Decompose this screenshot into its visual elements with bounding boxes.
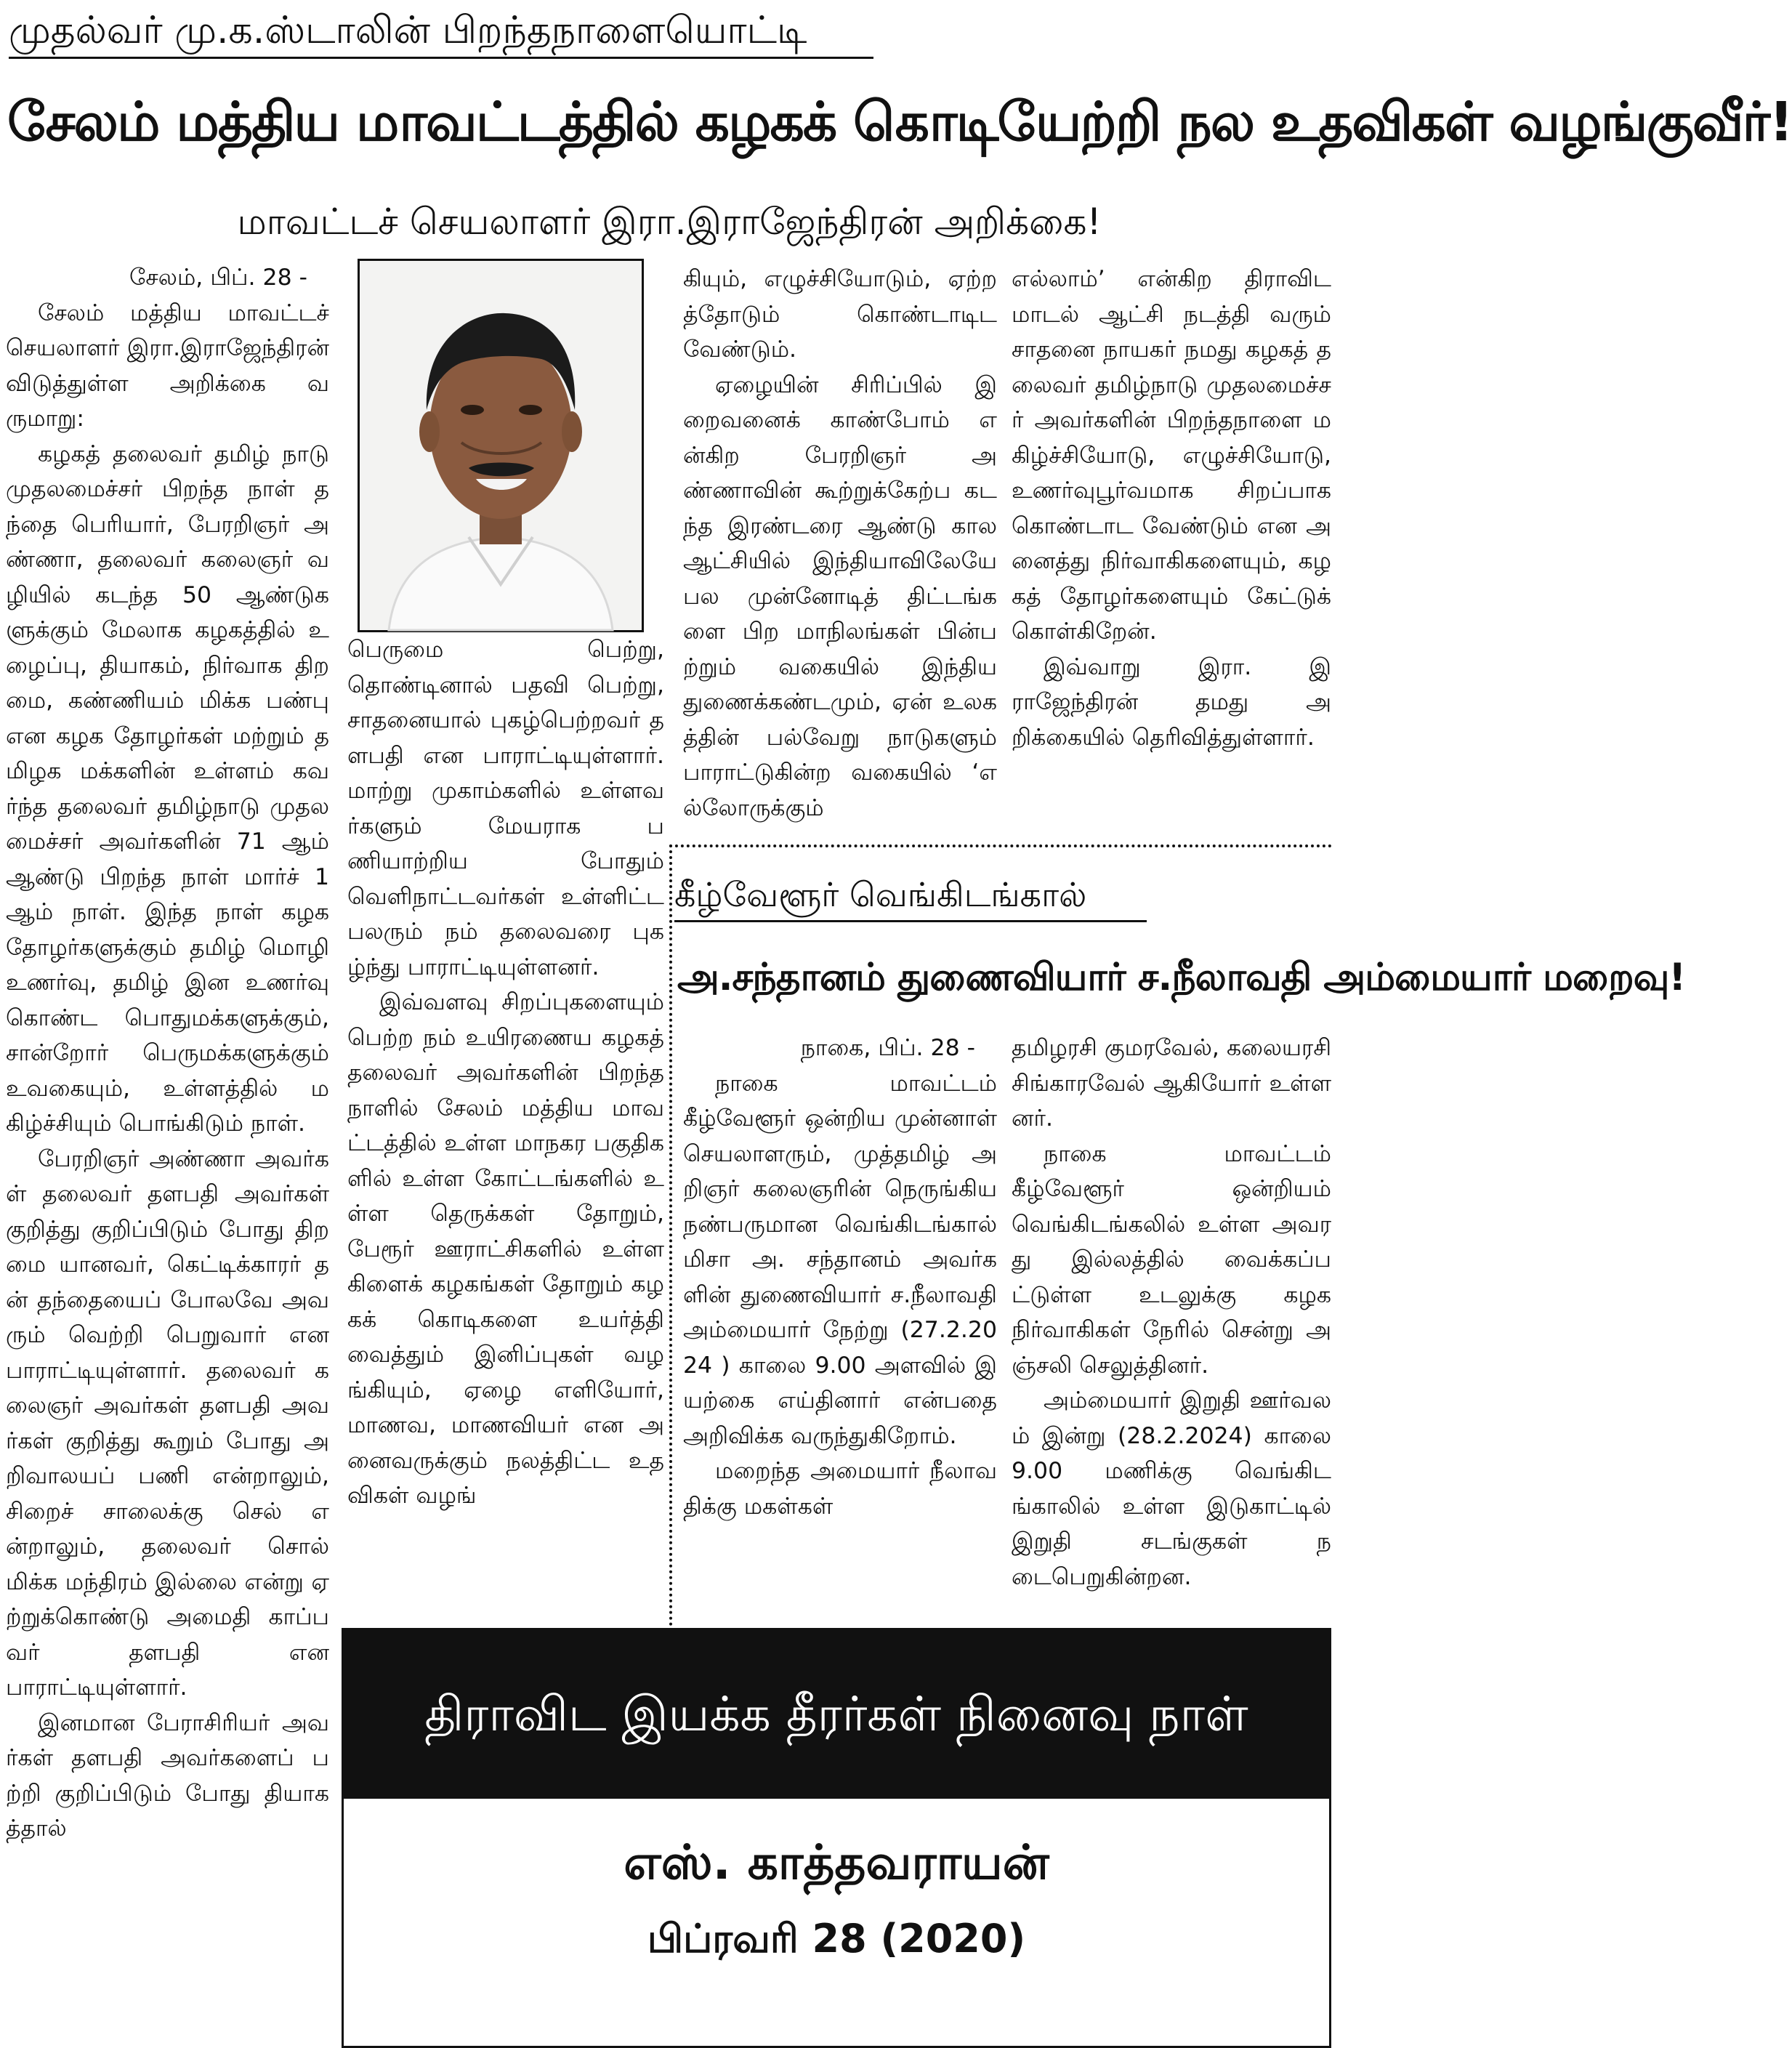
article2-column-2	[1012, 1031, 1331, 1626]
article2-kicker: கீழ்வேளூர் வெங்கிடங்கால்	[674, 869, 1147, 922]
paragraph: பேரறிஞர் அண்ணா அவர்கள் தலைவர் தளபதி அவர்கள் குறித்து குறிப்பிடும் போது திறமை யானவர், கெட்டிக்காரர் தன் தந்தையைப் போலவே அவரும் வெற்றி பெறுவார் என பாராட்டியுள்ளார். தலைவர் கலைஞர் அவர்கள் தளபதி அவர்கள் குறித்து கூறும் போது அறிவாலயப் பணி என்றாலும், சிறைச் சாலைக்கு செல் என்றாலும், தலைவர் சொல் மிக்க மந்திரம் இல்லை என்று ஏற்றுக்கொண்டு அமைதி காப்பவர் தளபதி என பாராட்டியுள்ளார்.	[6, 1145, 329, 1701]
main-headline: சேலம் மத்திய மாவட்டத்தில் கழகக் கொடியேற்றி நல உதவிகள் வழங்குவீர்!	[7, 91, 1792, 153]
memorial-date: பிப்ரவரி 28 (2020)	[647, 1916, 1026, 1962]
article2-border-top	[669, 844, 1332, 847]
article1-dateline: சேலம், பிப். 28 -	[129, 265, 307, 291]
article1-column-1	[6, 260, 329, 2048]
paragraph: இவ்வளவு சிறப்புகளையும் பெற்ற நம் உயிரணைய கழகத் தலைவர் அவர்களின் பிறந்த நாளில் சேலம் மத்திய மாவட்டத்தில் உள்ள மாநகர பகுதிகளில் உள்ள கோட்டங்களில் உள்ள தெருக்கள் தோறும், பேரூர் ஊராட்சிகளில் உள்ள கிளைக் கழகங்கள் தோறும் கழகக் கொடிகளை உயர்த்தி வைத்தும் இனிப்புகள் வழங்கியும், ஏழை எளியோர், மாணவ, மாணவியர் என அனைவருக்கும் நலத்திட்ட உதவிகள் வழங்	[347, 989, 664, 1509]
paragraph: நாகை மாவட்டம் கீழ்வேளூர் ஒன்றியம் வெங்கிடங்கலில் உள்ள அவரது இல்லத்தில் வைக்கப்பட்டுள்ள உடலுக்கு கழக நிர்வாகிகள் நேரில் சென்று அஞ்சலி செலுத்தினர்.	[1012, 1140, 1331, 1379]
paragraph: சேலம் மத்திய மாவட்டச் செயலாளர் இரா.இராஜேந்திரன் விடுத்துள்ள அறிக்கை வருமாறு:	[6, 299, 329, 432]
paragraph: மறைந்த அமையார் நீலாவதிக்கு மகள்கள்	[683, 1458, 997, 1520]
paragraph: ஏழையின் சிரிப்பில் இறைவனைக் காண்போம் என்கிற பேரறிஞர் அண்ணாவின் கூற்றுக்கேற்ப கடந்த இரண்டரை ஆண்டு கால ஆட்சியில் இந்தியாவிலேயே பல முன்னோடித் திட்டங்களை பிற மாநிலங்கள் பின்பற்றும் வகையில் இந்திய துணைக்கண்டமும், ஏன் உலகத்தின் பல்வேறு நாடுகளும் பாராட்டுகின்ற வகையில் ‘எல்லோருக்கும்	[683, 371, 997, 821]
article-kicker: முதல்வர் மு.க.ஸ்டாலின் பிறந்தநாளையொட்டி	[9, 4, 873, 59]
paragraph: இனமான பேராசிரியர் அவர்கள் தளபதி அவர்களைப் பற்றி குறிப்பிடும் போது தியாகத்தால்	[6, 1709, 329, 1842]
paragraph: எல்லாம்’ என்கிற திராவிட மாடல் ஆட்சி நடத்தி வரும் சாதனை நாயகர் நமது கழகத் தலைவர் தமிழ்நாடு முதலமைச்சர் அவர்களின் பிறந்தநாளை மகிழ்ச்சியோடு, எழுச்சியோடு, உணர்வுபூர்வமாக சிறப்பாக கொண்டாட வேண்டும் என அனைத்து நிர்வாகிகளையும், கழகத் தோழர்களையும் கேட்டுக் கொள்கிறேன்.	[1012, 266, 1331, 645]
portrait-photo-icon	[360, 261, 642, 630]
article1-column-3	[683, 262, 997, 821]
memorial-name: எஸ். காத்தவராயன்	[623, 1834, 1049, 1890]
article2-column-1	[683, 1031, 997, 1626]
memorial-notice	[342, 1628, 1331, 2048]
article1-column-4	[1012, 262, 1331, 821]
article2-dateline: நாகை, பிப். 28 -	[800, 1035, 975, 1061]
paragraph: அம்மையார் இறுதி ஊர்வலம் இன்று (28.2.2024) காலை 9.00 மணிக்கு வெங்கிடங்காலில் உள்ள இடுகாட்டில் இறுதி சடங்குகள் நடைபெறுகின்றன.	[1012, 1387, 1331, 1590]
sub-headline: மாவட்டச் செயலாளர் இரா.இராஜேந்திரன் அறிக்கை!	[237, 201, 1102, 243]
paragraph: கியும், எழுச்சியோடும், ஏற்றத்தோடும் கொண்டாடிட வேண்டும்.	[683, 266, 997, 363]
article2-border-left	[669, 844, 672, 1632]
article1-column-2	[347, 632, 664, 1626]
paragraph: தமிழரசி குமரவேல், கலையரசி சிங்காரவேல் ஆகியோர் உள்ளனர்.	[1012, 1035, 1332, 1132]
memorial-banner: திராவிட இயக்க தீரர்கள் நினைவு நாள்	[344, 1630, 1329, 1799]
article2-headline: அ.சந்தானம் துணைவியார் ச.நீலாவதி அம்மையார் மறைவு!	[677, 956, 1686, 999]
paragraph: இவ்வாறு இரா. இராஜேந்திரன் தமது அறிக்கையில் தெரிவித்துள்ளார்.	[1012, 653, 1331, 751]
paragraph: பெருமை பெற்று, தொண்டினால் பதவி பெற்று, சாதனையால் புகழ்பெற்றவர் தளபதி என பாராட்டியுள்ளார். மாற்று முகாம்களில் உள்ளவர்களும் மேயராக பணியாற்றிய போதும் வெளிநாட்டவர்கள் உள்ளிட்ட பலரும் நம் தலைவரை புகழ்ந்து பாராட்டியுள்ளனர்.	[347, 637, 664, 980]
portrait-photo	[358, 259, 644, 632]
paragraph: கழகத் தலைவர் தமிழ் நாடு முதலமைச்சர் பிறந்த நாள் தந்தை பெரியார், பேரறிஞர் அண்ணா, தலைவர் கலைஞர் வழியில் கடந்த 50 ஆண்டுகளுக்கும் மேலாக கழகத்தில் உழைப்பு, தியாகம், நிர்வாக திறமை, கண்ணியம் மிக்க பண்பு என கழக தோழர்கள் மற்றும் தமிழக மக்களின் உள்ளம் கவர்ந்த தலைவர் தமிழ்நாடு முதலமைச்சர் அவர்களின் 71 ஆம் ஆண்டு பிறந்த நாள் மார்ச் 1 ஆம் நாள். இந்த நாள் கழக தோழர்களுக்கும் தமிழ் மொழி உணர்வு, தமிழ் இன உணர்வு கொண்ட பொதுமக்களுக்கும், சான்றோர் பெருமக்களுக்கும் உவகையும், உள்ளத்தில் மகிழ்ச்சியும் பொங்கிடும் நாள்.	[6, 440, 329, 1137]
paragraph: நாகை மாவட்டம் கீழ்வேளூர் ஒன்றிய முன்னாள் செயலாளரும், முத்தமிழ் அறிஞர் கலைஞரின் நெருங்கிய நண்பருமான வெங்கிடங்கால் மிசா அ. சந்தானம் அவர்களின் துணைவியார் ச.நீலாவதி அம்மையார் நேற்று (27.2.2024 ) காலை 9.00 அளவில் இயற்கை எய்தினார் என்பதை அறிவிக்க வருந்துகிறோம்.	[683, 1070, 997, 1449]
